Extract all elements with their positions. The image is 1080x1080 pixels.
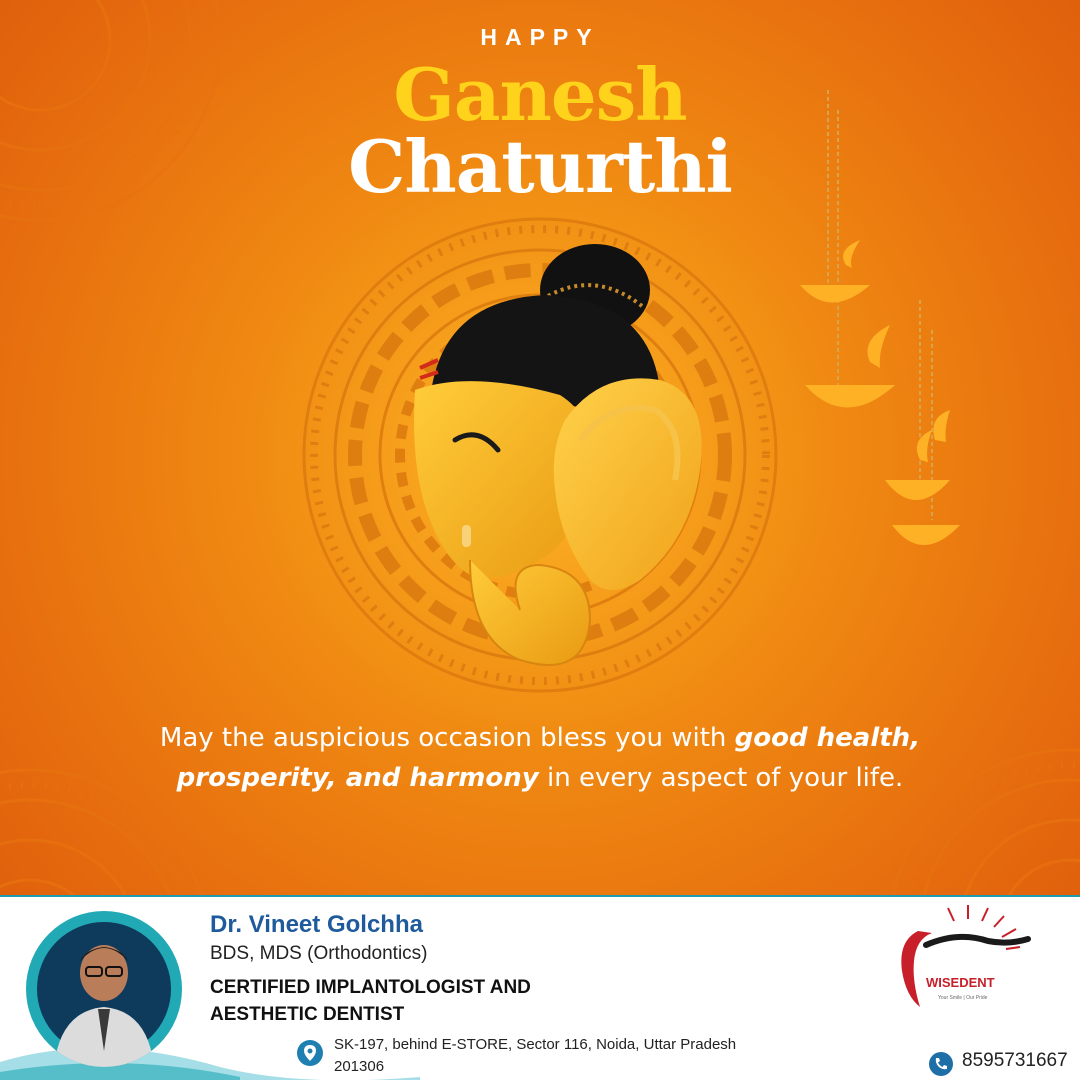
doctor-photo — [26, 911, 182, 1067]
wisedent-logo — [888, 901, 1048, 1021]
doctor-title-line2: AESTHETIC DENTIST — [210, 1004, 405, 1025]
greeting-happy: HAPPY — [480, 24, 600, 50]
message-em2: prosperity, and harmony — [176, 763, 539, 793]
message-part1: May the auspicious occasion bless you with — [159, 723, 735, 753]
message-em1: good health, — [734, 723, 921, 753]
message-part2: in every aspect of your life. — [538, 763, 904, 793]
location-pin-icon — [296, 1039, 324, 1067]
logo-tagline: Your Smile | Our Pride — [938, 995, 988, 1001]
greeting-chaturthi: Chaturthi — [348, 124, 732, 209]
greeting-ganesh: Ganesh — [393, 52, 687, 137]
doctor-footer — [0, 895, 1080, 1080]
doctor-qualifications: BDS, MDS (Orthodontics) — [210, 943, 428, 964]
doctor-avatar — [26, 911, 182, 1067]
doctor-title-line1: CERTIFIED IMPLANTOLOGIST AND — [210, 977, 531, 998]
phone-number: 8595731667 — [962, 1050, 1068, 1071]
doctor-title — [210, 974, 630, 1028]
blessing-message — [90, 718, 990, 798]
clinic-address — [334, 1034, 814, 1078]
phone-icon — [928, 1051, 954, 1077]
address-line2: 201306 — [334, 1058, 385, 1075]
logo-text: WISEDENT — [926, 975, 995, 990]
doctor-name: Dr. Vineet Golchha — [210, 911, 423, 938]
address-line1: SK-197, behind E-STORE, Sector 116, Noida, Uttar Pradesh — [334, 1036, 737, 1053]
